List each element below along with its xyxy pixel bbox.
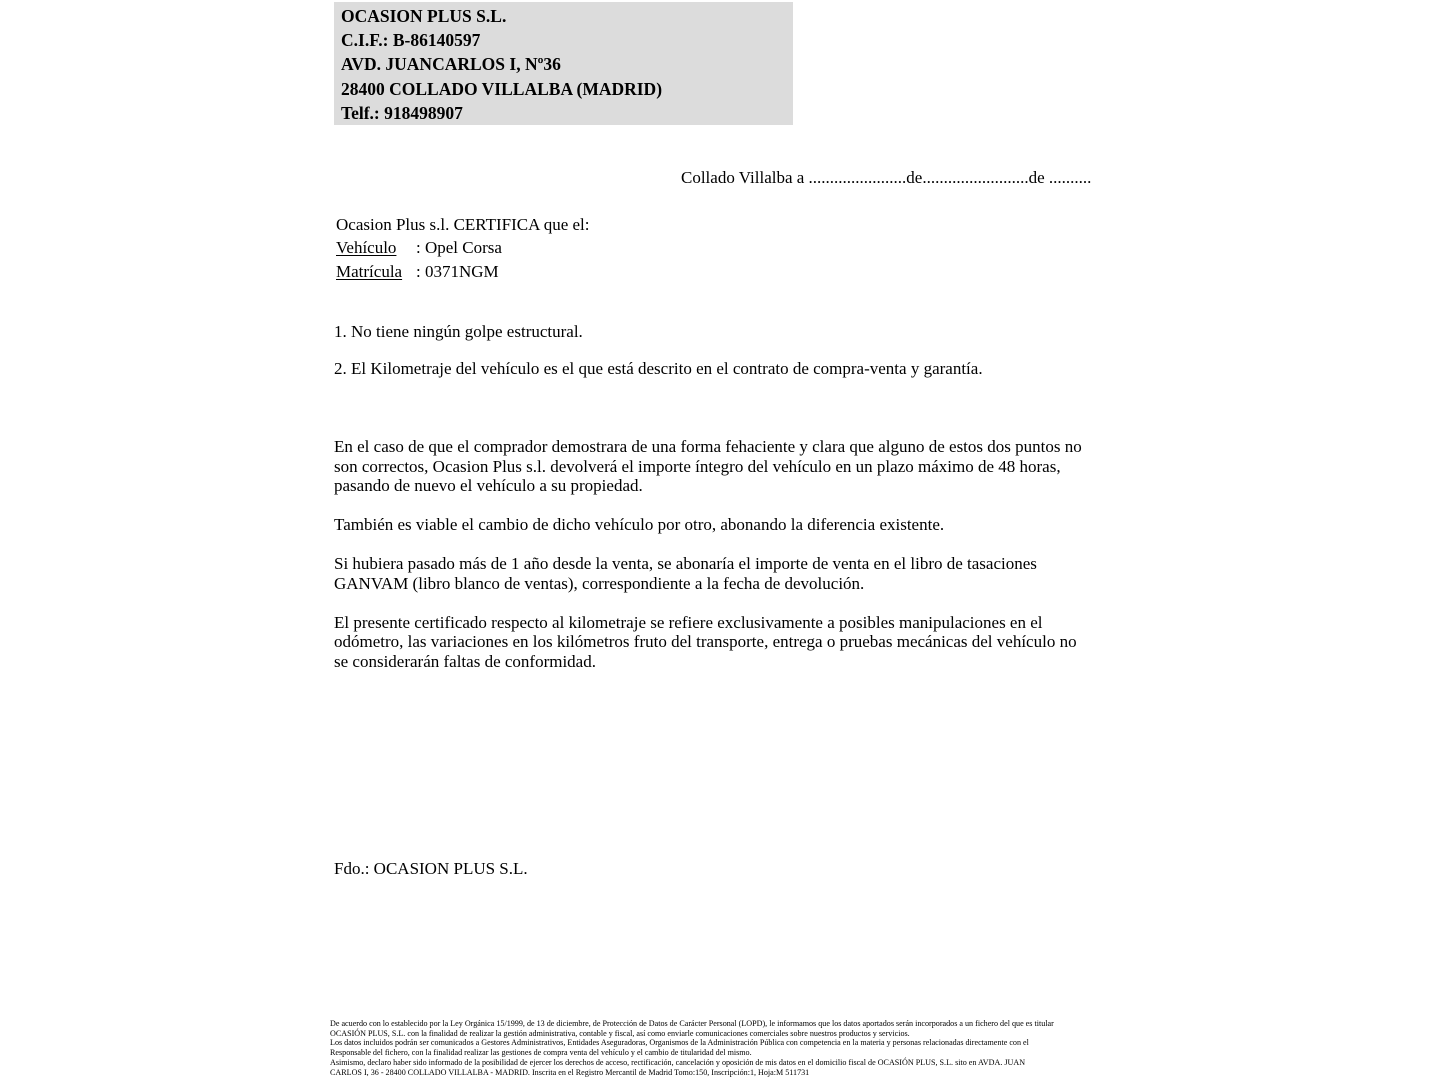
legal-footer-line-2: OCASIÓN PLUS, S.L. con la finalidad de realizar la gestión administrativa, contable y fiscal, así como enviarle comunicaciones comerciales sobre nuestros productos y servicios.	[330, 1028, 910, 1038]
vehicle-row	[336, 236, 590, 259]
company-address: AVD. JUANCARLOS I, Nº36	[341, 54, 561, 75]
plate-row	[336, 260, 590, 283]
legal-footer-line-4: Responsable del fichero, con la finalidad realizar las gestiones de compra venta del vehículo y el cambio de titularidad del mismo.	[330, 1048, 752, 1058]
legal-footer-line-6: CARLOS I, 36 - 28400 COLLADO VILLALBA - MADRID. Inscrita en el Registro Mercantil de Madrid Tomo:150, Inscripción:1, Hoja:M 511731	[330, 1067, 810, 1077]
vehicle-value: : Opel Corsa	[416, 238, 502, 258]
company-postal-city: 28400 COLLADO VILLALBA (MADRID)	[341, 78, 663, 99]
paragraph-odometer-scope: El presente certificado respecto al kilometraje se refiere exclusivamente a posibles manipulaciones en el odómetro, las variaciones en los kilómetros fruto del transporte, entrega o pruebas mecánicas del vehículo no se considerarán faltas de conformidad.	[334, 612, 1077, 671]
plate-label: Matrícula	[336, 261, 403, 281]
certified-point-structural: 1. No tiene ningún golpe estructural.	[334, 322, 583, 341]
legal-footer-line-5: Asimismo, declaro haber sido informado de la posibilidad de ejercer los derechos de acceso, rectificación, cancelación y oposición de mis datos en el domicilio fiscal de OCASIÓN PLUS, S.L. sito en AVDA. JUAN	[330, 1057, 1026, 1067]
company-name: OCASION PLUS S.L.	[341, 6, 507, 26]
company-cif: C.I.F.: B-86140597	[341, 30, 481, 51]
legal-footer-line-3: Los datos incluidos podrán ser comunicados a Gestores Administrativos, Entidades Aseguradoras, Organismos de la Administración Pública con competencia en la materia y personas relacionadas directamente con el	[330, 1038, 1029, 1048]
company-header-box	[334, 2, 793, 125]
company-phone: Telf.: 918498907	[341, 102, 463, 123]
body-paragraphs	[334, 437, 1091, 691]
legal-footer	[330, 1019, 1054, 1077]
paragraph-refund-guarantee: En el caso de que el comprador demostrara de una forma fehaciente y clara que alguno de estos dos puntos no son correctos, Ocasion Plus s.l. devolverá el importe íntegro del vehículo en un plazo máximo de 48 horas, pasando de nuevo el vehículo a su propiedad.	[334, 437, 1082, 495]
vehicle-label: Vehículo	[336, 238, 397, 258]
certified-point-mileage: 2. El Kilometraje del vehículo es el que está descrito en el contrato de compra-venta y garantía.	[334, 359, 983, 378]
signature-line: Fdo.: OCASION PLUS S.L.	[334, 859, 528, 878]
plate-value: : 0371NGM	[416, 261, 499, 281]
paragraph-ganvam-valuation: Si hubiera pasado más de 1 año desde la venta, se abonaría el importe de venta en el libro de tasaciones GANVAM (libro blanco de ventas), correspondiente a la fecha de devolución.	[334, 554, 1037, 593]
certification-block	[336, 213, 590, 283]
paragraph-vehicle-exchange: También es viable el cambio de dicho vehículo por otro, abonando la diferencia existente.	[334, 515, 945, 534]
date-fill-in-line: Collado Villalba a .......................de.........................de ..........	[681, 168, 1092, 187]
certification-intro: Ocasion Plus s.l. CERTIFICA que el:	[336, 215, 590, 234]
legal-footer-line-1: De acuerdo con lo establecido por la Ley Orgánica 15/1999, de 13 de diciembre, de Protección de Datos de Carácter Personal (LOPD), le informamos que los datos aportados serán incorporados a un fichero del que es titular	[330, 1019, 1054, 1028]
